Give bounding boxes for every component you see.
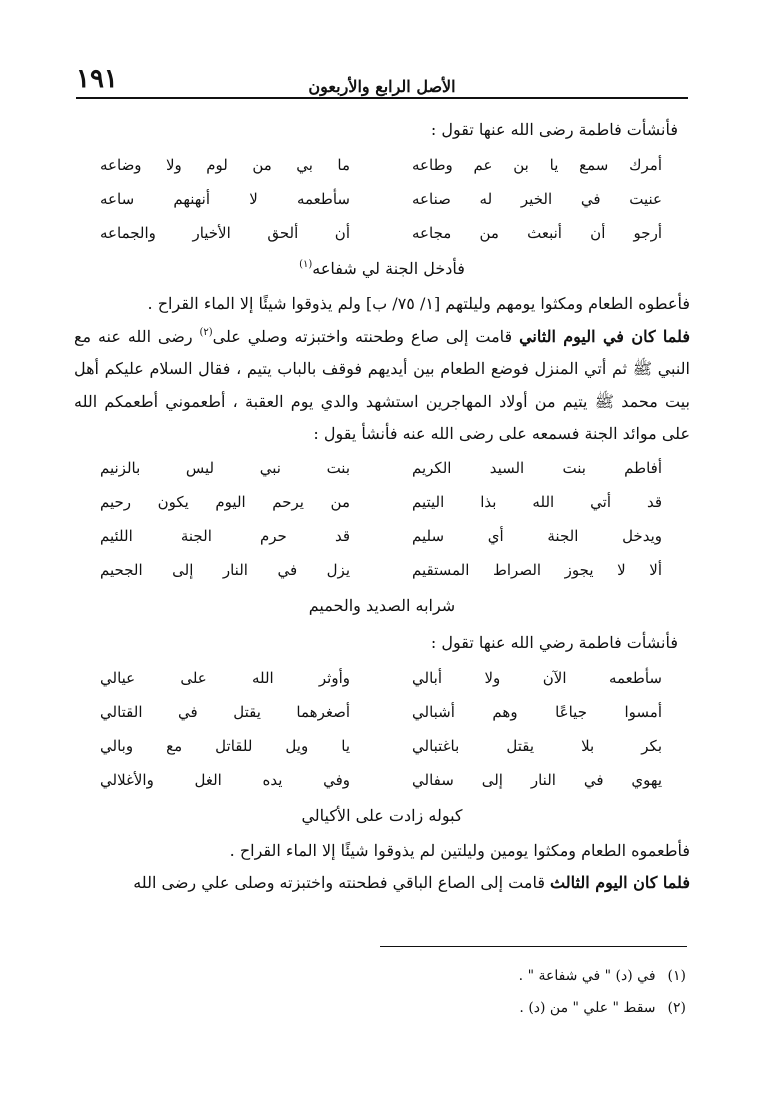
hemistich-right: قد أتي الله بذا اليتيم bbox=[412, 492, 662, 511]
hemistich-left: أصغرهما يقتل في القتالي bbox=[100, 702, 350, 721]
paragraph bbox=[74, 321, 690, 451]
hemistich-right: بكر بلا يقتل باغتبالي bbox=[412, 736, 662, 755]
hemistich-right: يهوي في النار إلى سفالي bbox=[412, 770, 662, 789]
poem-1 bbox=[74, 148, 690, 288]
verse-line bbox=[74, 216, 690, 250]
poem-intro: فأنشأت فاطمة رضي الله عنها تقول : bbox=[430, 632, 678, 652]
verse-line bbox=[74, 729, 690, 763]
footnote bbox=[76, 960, 686, 992]
hemistich-left: ما بي من لوم ولا وضاعه bbox=[100, 156, 350, 174]
verse-line bbox=[74, 695, 690, 729]
footnote-ref[interactable]: (٢) bbox=[199, 326, 213, 338]
hemistich-left: وأوثر الله على عيالي bbox=[100, 668, 350, 687]
page-number: ١٩١ bbox=[76, 64, 118, 94]
verse-line bbox=[74, 485, 690, 519]
hemistich-left: يا ويل للقاتل مع وبالي bbox=[100, 736, 350, 755]
bold-phrase: فلما كان في اليوم الثاني bbox=[519, 326, 691, 346]
paragraph bbox=[74, 867, 690, 900]
verse-line bbox=[74, 451, 690, 485]
poem-closing-line: كبوله زادت على الأكيالي bbox=[301, 805, 463, 825]
verse-line bbox=[74, 553, 690, 587]
hemistich-left: سأطعمه لا أنهنهم ساعه bbox=[100, 190, 350, 208]
verse-line bbox=[74, 182, 690, 216]
poem-intro: فأنشأت فاطمة رضى الله عنها تقول : bbox=[430, 120, 678, 139]
footnote bbox=[76, 992, 686, 1024]
hemistich-left: يزل في النار إلى الجحيم bbox=[100, 560, 350, 579]
hemistich-left: من يرحم اليوم يكون رحيم bbox=[100, 492, 350, 511]
page-header bbox=[76, 62, 688, 96]
bold-phrase: فلما كان اليوم الثالث bbox=[550, 873, 690, 892]
running-title: الأصل الرابع والأربعون bbox=[308, 77, 456, 96]
hemistich-right: ألا لا يجوز الصراط المستقيم bbox=[412, 560, 662, 579]
hemistich-right: أرجو أن أنبعث من مجاعه bbox=[412, 224, 662, 242]
paragraph: فأطعموه الطعام ومكثوا يومين وليلتين لم يذوقوا شيئًا إلا الماء القراح . bbox=[229, 840, 690, 860]
hemistich-left: أن ألحق الأخيار والجماعه bbox=[100, 224, 350, 242]
verse-line bbox=[74, 661, 690, 695]
footnotes bbox=[76, 960, 686, 1024]
paragraph: فأعطوه الطعام ومكثوا يومهم وليلتهم [١/ ٧٥/ ب] ولم يذوقوا شيئًا إلا الماء القراح . bbox=[147, 294, 690, 313]
hemistich-right: أمرك سمع يا بن عم وطاعه bbox=[412, 156, 662, 174]
hemistich-right: ويدخل الجنة أي سليم bbox=[412, 526, 662, 545]
paragraph-text: قامت إلى صاع وطحنته واختبزته وصلي على bbox=[212, 326, 520, 346]
footnote-text: في (د) " في شفاعة " . bbox=[518, 968, 656, 984]
hemistich-left: بنت نبي ليس بالزنيم bbox=[100, 458, 350, 477]
poem-closing-line: شرابه الصديد والحميم bbox=[308, 595, 456, 615]
poem-closing-line bbox=[74, 250, 690, 288]
hemistich-right: سأطعمه الآن ولا أبالي bbox=[412, 668, 662, 687]
main-text bbox=[74, 112, 690, 900]
closing-text: فأدخل الجنة لي شفاعه bbox=[312, 259, 465, 278]
verse-line bbox=[74, 519, 690, 553]
footnote-number: (٢) bbox=[667, 1000, 686, 1016]
footnote-text: سقط " علي " من (د) . bbox=[519, 1000, 656, 1016]
paragraph-text: قامت إلى الصاع الباقي فطحنته واختبزته وصلى علي رضى الله bbox=[133, 873, 551, 892]
header-rule bbox=[76, 97, 688, 99]
footnote-rule bbox=[380, 946, 687, 947]
poem-3 bbox=[74, 661, 690, 835]
hemistich-right: أمسوا جياعًا وهم أشبالي bbox=[412, 702, 662, 721]
hemistich-right: أفاطم بنت السيد الكريم bbox=[412, 458, 662, 477]
footnote-ref[interactable]: (١) bbox=[299, 259, 313, 270]
verse-line bbox=[74, 763, 690, 797]
hemistich-left: قد حرم الجنة اللئيم bbox=[100, 526, 350, 545]
hemistich-left: وفي يده الغل والأغلالي bbox=[100, 770, 350, 789]
poem-2 bbox=[74, 451, 690, 625]
paragraph-text: رضى الله عنه مع النبي ﷺ ثم أتي المنزل فوضع الطعام بين أيديهم فوقف بالباب يتيم ، فقال السلام عليكم أهل بيت محمد ﷺ يتيم من أولاد المهاجرين استشهد والدي يوم العقبة ، أطعموني أطعمكم الله على موائد الجنة فسمعه على رضى الله عنه فأنشأ يقول : bbox=[74, 326, 690, 443]
footnote-number: (١) bbox=[667, 968, 686, 984]
hemistich-right: عنيت في الخير له صناعه bbox=[412, 190, 662, 208]
verse-line bbox=[74, 148, 690, 182]
